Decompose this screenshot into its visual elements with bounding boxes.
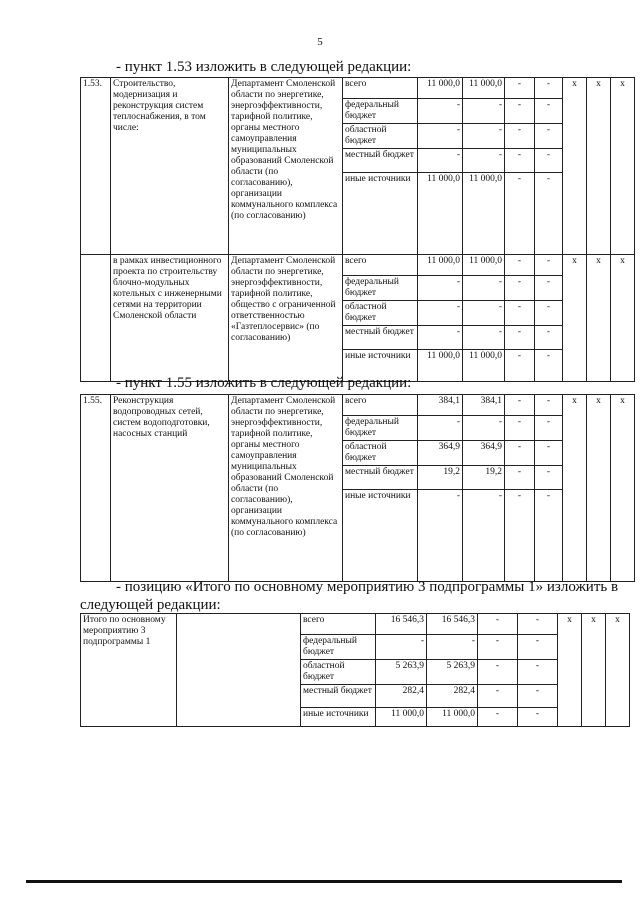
cell-value-v4: - bbox=[518, 614, 558, 635]
cell-value-v4: - bbox=[535, 326, 563, 350]
cell-value-v2: 16 546,3 bbox=[427, 614, 478, 635]
cell-x-mark: x bbox=[611, 255, 635, 382]
cell-value-v4: - bbox=[535, 78, 563, 99]
cell-value-v3: - bbox=[505, 276, 535, 301]
cell-value-v4: - bbox=[535, 255, 563, 276]
cell-value-v3: - bbox=[505, 78, 535, 99]
cell-value-v2: 11 000,0 bbox=[427, 708, 478, 727]
cell-value-v4: - bbox=[518, 660, 558, 685]
funding-source-label: федеральный бюджет bbox=[343, 416, 418, 441]
cell-value-v2: - bbox=[463, 149, 505, 173]
cell-value-v3: - bbox=[505, 490, 535, 582]
cell-value-v1: 364,9 bbox=[418, 441, 463, 466]
section-heading-1-53: - пункт 1.53 изложить в следующей редакции: bbox=[116, 59, 412, 75]
cell-value-v1: - bbox=[418, 490, 463, 582]
funding-source-label: местный бюджет bbox=[343, 326, 418, 350]
cell-value-v1: 16 546,3 bbox=[376, 614, 427, 635]
cell-value-v4: - bbox=[535, 301, 563, 326]
cell-value-v3: - bbox=[505, 255, 535, 276]
cell-x-mark: x bbox=[558, 614, 582, 727]
cell-value-v2: 11 000,0 bbox=[463, 173, 505, 255]
cell-value-v1: - bbox=[418, 149, 463, 173]
cell-executor: Департамент Смоленской области по энергетике, энергоэффективности, тарифной политике, органы местного самоуправления муниципальных образований Смоленской области (по согласованию), организации коммунального комплекса (по согласованию) bbox=[229, 395, 343, 582]
cell-value-v2: 11 000,0 bbox=[463, 255, 505, 276]
cell-value-v4: - bbox=[535, 276, 563, 301]
cell-value-v1: 5 263,9 bbox=[376, 660, 427, 685]
funding-source-label: федеральный бюджет bbox=[301, 635, 376, 660]
funding-source-label: областной бюджет bbox=[343, 301, 418, 326]
cell-executor: Департамент Смоленской области по энергетике, энергоэффективности, тарифной политике, органы местного самоуправления муниципальных образований Смоленской области (по согласованию), организации коммунального комплекса (по согласованию) bbox=[229, 78, 343, 255]
cell-value-v2: 11 000,0 bbox=[463, 78, 505, 99]
cell-value-v1: - bbox=[418, 124, 463, 149]
cell-value-v4: - bbox=[518, 685, 558, 708]
cell-value-v3: - bbox=[505, 416, 535, 441]
funding-source-label: иные источники bbox=[343, 350, 418, 382]
cell-value-v2: - bbox=[463, 99, 505, 124]
cell-value-v2: - bbox=[427, 635, 478, 660]
funding-source-label: иные источники bbox=[301, 708, 376, 727]
funding-source-label: всего bbox=[343, 255, 418, 276]
cell-x-mark: x bbox=[587, 78, 611, 255]
cell-value-v3: - bbox=[505, 301, 535, 326]
cell-value-v3: - bbox=[505, 441, 535, 466]
cell-x-mark: x bbox=[563, 255, 587, 382]
cell-value-v3: - bbox=[478, 635, 518, 660]
cell-value-v1: 11 000,0 bbox=[418, 78, 463, 99]
cell-value-v4: - bbox=[535, 490, 563, 582]
cell-value-v2: - bbox=[463, 490, 505, 582]
section-table bbox=[80, 394, 635, 582]
funding-source-label: всего bbox=[343, 78, 418, 99]
total-table bbox=[80, 613, 630, 727]
position-heading-line2: следующей редакции: bbox=[80, 597, 221, 613]
cell-x-mark: x bbox=[611, 78, 635, 255]
funding-source-label: местный бюджет bbox=[343, 149, 418, 173]
cell-value-v3: - bbox=[505, 326, 535, 350]
cell-name: Реконструкция водопроводных сетей, систем водоподготовки, насосных станций bbox=[111, 395, 229, 582]
cell-x-mark: x bbox=[606, 614, 630, 727]
cell-value-v1: - bbox=[418, 301, 463, 326]
cell-value-v3: - bbox=[478, 614, 518, 635]
cell-value-v1: - bbox=[418, 416, 463, 441]
cell-value-v1: 11 000,0 bbox=[418, 255, 463, 276]
cell-value-v2: - bbox=[463, 416, 505, 441]
cell-value-v2: 384,1 bbox=[463, 395, 505, 416]
cell-x-mark: x bbox=[563, 78, 587, 255]
page-number: 5 bbox=[317, 36, 323, 48]
cell-no bbox=[81, 255, 111, 382]
cell-value-v3: - bbox=[505, 466, 535, 490]
cell-value-v4: - bbox=[535, 395, 563, 416]
cell-value-v3: - bbox=[478, 685, 518, 708]
table-row bbox=[81, 78, 635, 99]
funding-source-label: местный бюджет bbox=[343, 466, 418, 490]
cell-value-v2: - bbox=[463, 301, 505, 326]
cell-value-v2: - bbox=[463, 124, 505, 149]
table-row bbox=[81, 255, 635, 276]
funding-source-label: иные источники bbox=[343, 173, 418, 255]
cell-value-v4: - bbox=[535, 416, 563, 441]
section-heading-1-55: - пункт 1.55 изложить в следующей редакции: bbox=[116, 375, 412, 391]
section-table bbox=[80, 77, 635, 382]
cell-x-mark: x bbox=[582, 614, 606, 727]
funding-source-label: федеральный бюджет bbox=[343, 276, 418, 301]
funding-source-label: всего bbox=[343, 395, 418, 416]
funding-source-label: иные источники bbox=[343, 490, 418, 582]
cell-name: в рамках инвестиционного проекта по строительству блочно-модульных котельных с инженерными сетями на территории Смоленской области bbox=[111, 255, 229, 382]
cell-value-v1: 11 000,0 bbox=[376, 708, 427, 727]
cell-value-v1: 11 000,0 bbox=[418, 173, 463, 255]
cell-value-v2: 5 263,9 bbox=[427, 660, 478, 685]
cell-x-mark: x bbox=[563, 395, 587, 582]
cell-value-v4: - bbox=[535, 441, 563, 466]
cell-no: 1.55. bbox=[81, 395, 111, 582]
table-row bbox=[81, 614, 630, 635]
cell-value-v3: - bbox=[505, 395, 535, 416]
cell-value-v4: - bbox=[535, 466, 563, 490]
cell-value-v4: - bbox=[535, 124, 563, 149]
cell-no: 1.53. bbox=[81, 78, 111, 255]
cell-value-v4: - bbox=[535, 173, 563, 255]
cell-value-v4: - bbox=[518, 708, 558, 727]
funding-source-label: федеральный бюджет bbox=[343, 99, 418, 124]
cell-value-v2: 364,9 bbox=[463, 441, 505, 466]
cell-x-mark: x bbox=[587, 395, 611, 582]
total-name: Итого по основному мероприятию 3 подпрограммы 1 bbox=[81, 614, 177, 727]
cell-value-v1: - bbox=[418, 276, 463, 301]
position-heading-line1: - позицию «Итого по основному мероприятию 3 подпрограммы 1» изложить в bbox=[116, 579, 619, 595]
cell-value-v1: 19,2 bbox=[418, 466, 463, 490]
cell-value-v1: 282,4 bbox=[376, 685, 427, 708]
total-executor-empty bbox=[177, 614, 301, 727]
cell-value-v3: - bbox=[478, 708, 518, 727]
funding-source-label: всего bbox=[301, 614, 376, 635]
cell-value-v4: - bbox=[535, 99, 563, 124]
cell-value-v4: - bbox=[535, 149, 563, 173]
footer-rule bbox=[26, 880, 622, 883]
funding-source-label: областной бюджет bbox=[343, 124, 418, 149]
cell-value-v3: - bbox=[505, 173, 535, 255]
table-row bbox=[81, 395, 635, 416]
cell-value-v3: - bbox=[505, 99, 535, 124]
cell-value-v2: 19,2 bbox=[463, 466, 505, 490]
cell-value-v1: - bbox=[418, 326, 463, 350]
cell-x-mark: x bbox=[587, 255, 611, 382]
cell-value-v3: - bbox=[505, 149, 535, 173]
cell-value-v1: - bbox=[376, 635, 427, 660]
cell-name: Строительство, модернизация и реконструкция систем теплоснабжения, в том числе: bbox=[111, 78, 229, 255]
cell-value-v2: 282,4 bbox=[427, 685, 478, 708]
cell-executor: Департамент Смоленской области по энергетике, энергоэффективности, тарифной политике, общество с ограниченной ответственностью «Газтеплосервис» (по согласованию) bbox=[229, 255, 343, 382]
cell-value-v4: - bbox=[535, 350, 563, 382]
cell-value-v3: - bbox=[505, 350, 535, 382]
funding-source-label: областной бюджет bbox=[343, 441, 418, 466]
funding-source-label: местный бюджет bbox=[301, 685, 376, 708]
cell-value-v2: - bbox=[463, 276, 505, 301]
cell-value-v3: - bbox=[505, 124, 535, 149]
cell-value-v1: - bbox=[418, 99, 463, 124]
funding-source-label: областной бюджет bbox=[301, 660, 376, 685]
cell-value-v1: 384,1 bbox=[418, 395, 463, 416]
cell-x-mark: x bbox=[611, 395, 635, 582]
cell-value-v2: 11 000,0 bbox=[463, 350, 505, 382]
cell-value-v1: 11 000,0 bbox=[418, 350, 463, 382]
cell-value-v3: - bbox=[478, 660, 518, 685]
cell-value-v2: - bbox=[463, 326, 505, 350]
cell-value-v4: - bbox=[518, 635, 558, 660]
